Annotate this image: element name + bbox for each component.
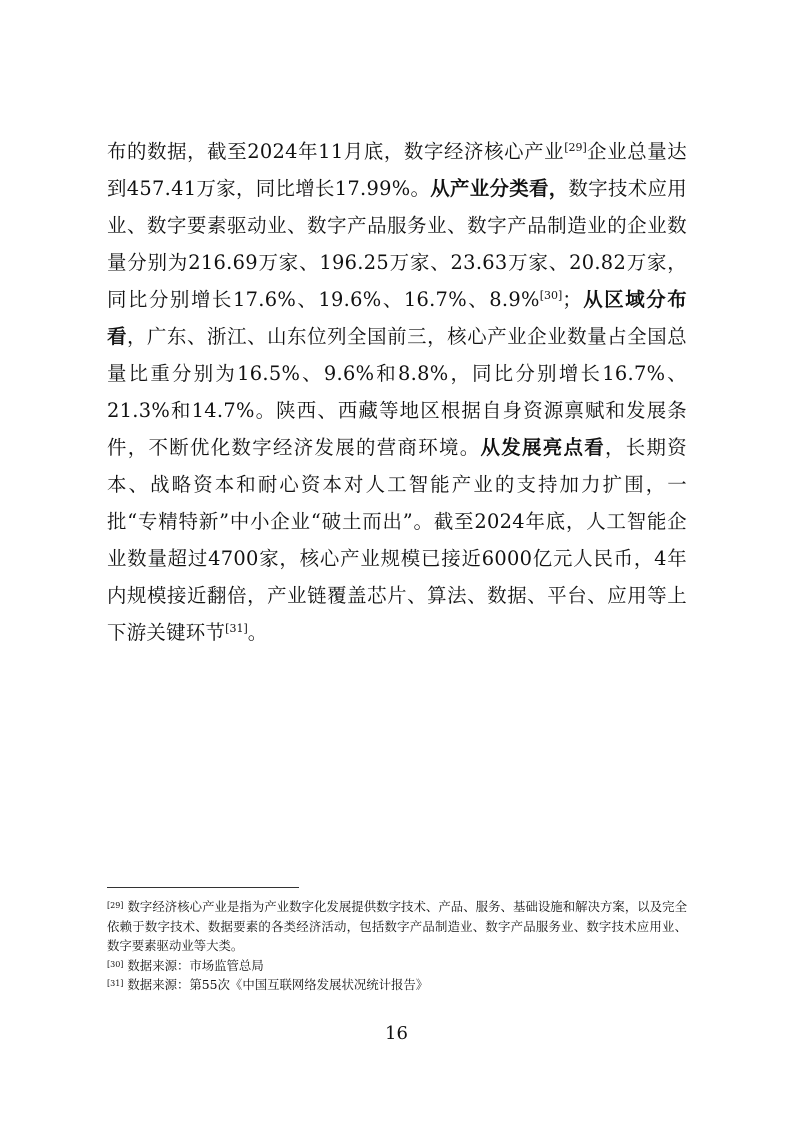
bold-heading-development-highlights: 从发展亮点看 xyxy=(480,436,606,459)
footnote-ref-30[interactable]: [30] xyxy=(539,289,563,302)
footnote-divider xyxy=(107,887,299,888)
footnote-31 xyxy=(107,975,687,995)
footnote-text: 数据来源：第55次《中国互联网络发展状况统计报告》 xyxy=(127,977,429,992)
footnote-29 xyxy=(107,897,687,956)
footnote-marker: [29] xyxy=(107,901,124,910)
footnote-ref-29[interactable]: [29] xyxy=(564,141,587,154)
footnote-30 xyxy=(107,956,687,976)
bold-heading-industry-classification: 从产业分类看， xyxy=(430,177,569,200)
bold-heading-regional-distribution: 从区域分布看 xyxy=(107,288,688,348)
text-segment: ； xyxy=(562,288,582,311)
page-number: 16 xyxy=(385,1023,408,1044)
text-segment: 数字技术应用业、数字要素驱动业、数字产品服务业、数字产品制造业的企业数量分别为216.69万家、196.25万家、23.63万家、20.82万家，同比分别增长17.6%、19.6%、16.7%、8.9% xyxy=(107,177,687,311)
text-segment: ，长期资本、战略资本和耐心资本对人工智能产业的支持加力扩围，一批“专精特新”中小企业“破土而出”。截至2024年底，人工智能企业数量超过4700家，核心产业规模已接近6000亿元人民币，4年内规模接近翻倍，产业链覆盖芯片、算法、数据、平台、应用等上下游关键环节 xyxy=(107,436,687,644)
text-segment: 布的数据，截至2024年11月底，数字经济核心产业 xyxy=(107,140,565,163)
body-paragraph xyxy=(107,133,687,651)
text-segment: 。 xyxy=(247,621,268,644)
text-segment: 企业总量达到457.41万家，同比增长17.99%。 xyxy=(107,140,687,200)
footnote-marker: [31] xyxy=(107,979,124,988)
footnotes-section xyxy=(107,897,687,995)
footnote-text: 数据来源：市场监管总局 xyxy=(127,957,264,973)
footnote-text: 数字经济核心产业是指为产业数字化发展提供数字技术、产品、服务、基础设施和解决方案，以及完全依赖于数字技术、数据要素的各类经济活动，包括数字产品制造业、数字产品服务业、数字技术应用业、数字要素驱动业等大类。 xyxy=(107,899,687,953)
text-segment: ，广东、浙江、山东位列全国前三，核心产业企业数量占全国总量比重分别为16.5%、9.6%和8.8%，同比分别增长16.7%、21.3%和14.7%。陕西、西藏等地区根据自身资源禀赋和发展条件，不断优化数字经济发展的营商环境。 xyxy=(107,325,687,459)
footnote-marker: [30] xyxy=(107,959,124,969)
footnote-ref-31[interactable]: [31] xyxy=(225,622,248,635)
